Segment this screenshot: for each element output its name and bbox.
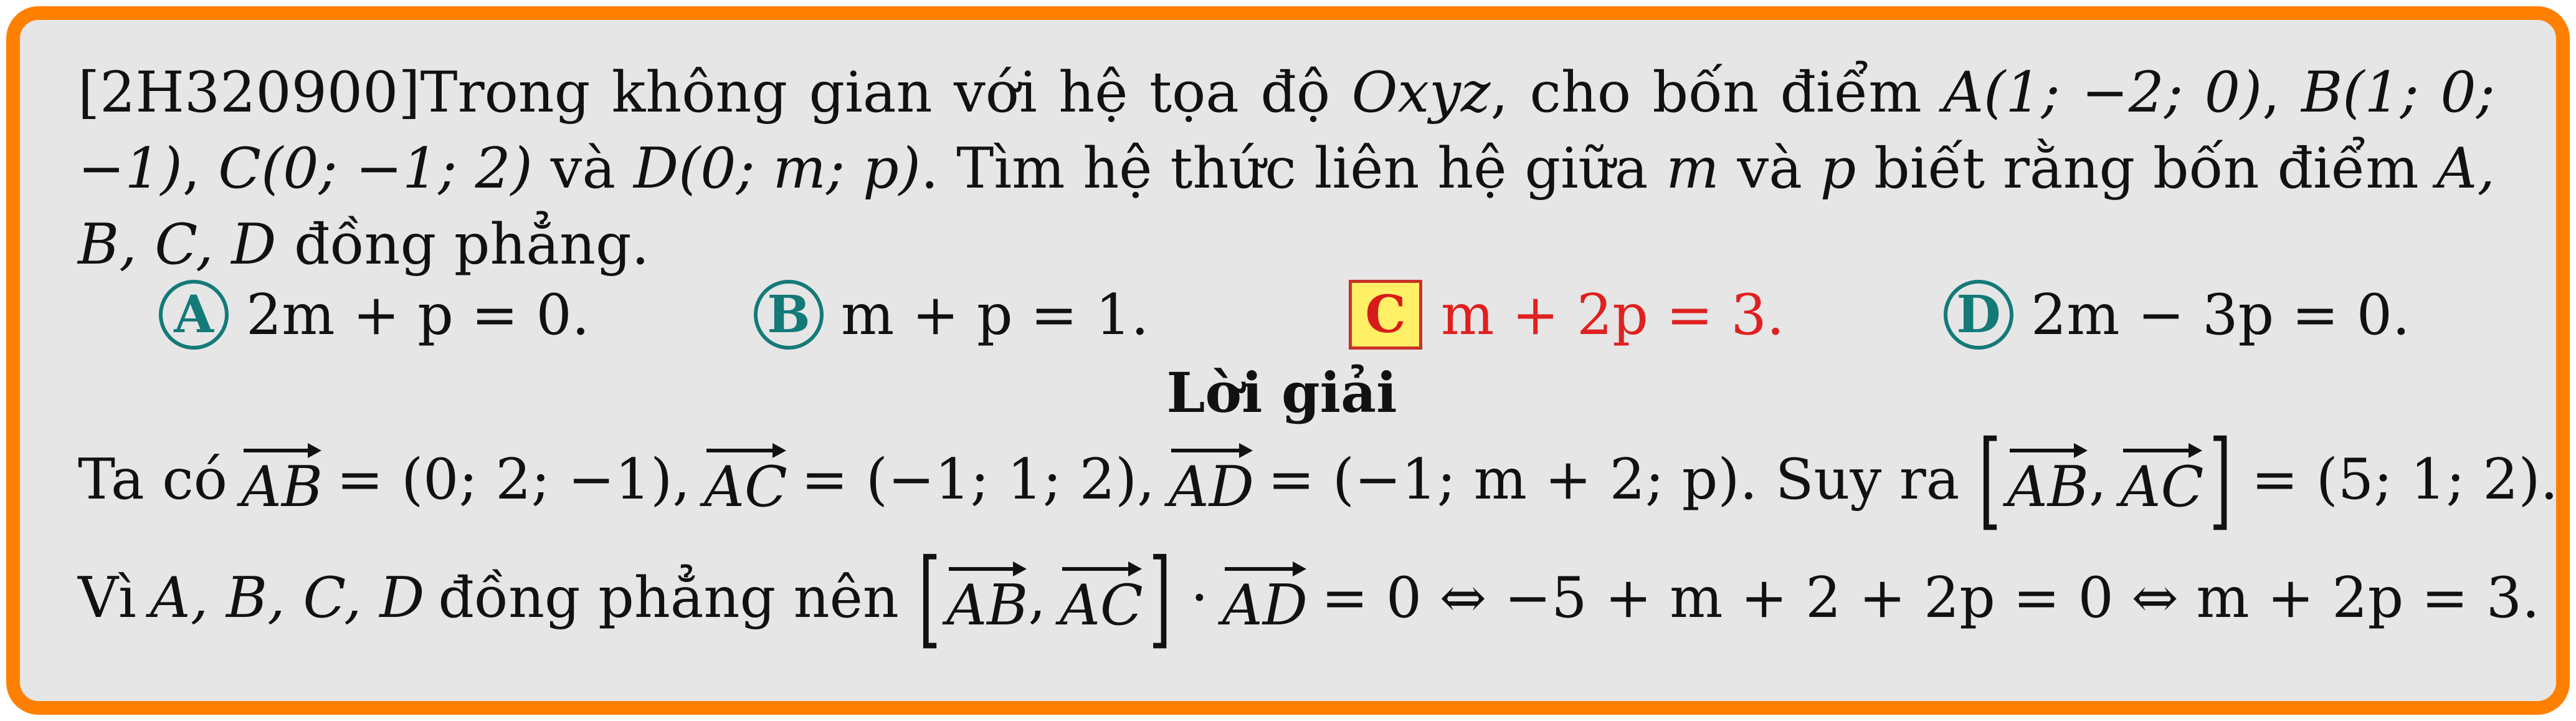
solution-text: = (−1; 1; 2), <box>801 447 1155 512</box>
problem-text: đồng phẳng. <box>276 212 650 277</box>
point-b: B(1; 0; −1) <box>78 60 2496 201</box>
problem-text: . Tìm hệ thức liên hệ giữa <box>920 136 1666 201</box>
vector-ac: AC <box>704 441 787 518</box>
vector-ad: AD <box>1222 560 1308 637</box>
solution-text: = (5; 1; 2). <box>2251 447 2559 512</box>
left-bracket: [ <box>918 537 941 660</box>
point-c: C(0; −1; 2) <box>218 136 533 201</box>
choice-b[interactable] <box>754 274 1149 355</box>
choice-b-text: m + p = 1. <box>841 282 1149 348</box>
solution-text: Ta có <box>78 447 227 512</box>
choice-a-text: 2m + p = 0. <box>246 282 590 348</box>
left-bracket: [ <box>1979 418 2002 542</box>
cross-vector-ac: AC <box>1060 560 1143 637</box>
solution-text: = (−1; m + 2; p). Suy ra <box>1267 447 1960 512</box>
points-list: A, B, C, D <box>150 565 425 631</box>
dot-operator: · <box>1191 565 1209 631</box>
solution-line-2 <box>78 537 2540 660</box>
solution-text: đồng phẳng nên <box>438 565 899 631</box>
choice-d-text: 2m − 3p = 0. <box>2031 282 2410 348</box>
answer-choices <box>0 274 2564 361</box>
choice-d-badge: D <box>1944 280 2013 350</box>
problem-text: biết rằng bốn điểm <box>1856 136 2437 201</box>
separator: , <box>2262 60 2302 125</box>
comma: , <box>1028 565 1046 631</box>
solution-line-1 <box>78 418 2559 542</box>
choice-c[interactable] <box>1349 274 1784 355</box>
vector-ad: AD <box>1169 441 1254 518</box>
choice-a-badge: A <box>159 280 229 350</box>
separator: , <box>182 136 219 201</box>
problem-text: và <box>1719 136 1820 201</box>
problem-text: , cho bốn điểm <box>1490 60 1944 125</box>
problem-text: và <box>532 136 634 201</box>
solution-text: Vì <box>78 565 136 631</box>
choice-d[interactable] <box>1944 274 2410 355</box>
point-a: A(1; −2; 0) <box>1943 60 2263 125</box>
choice-c-text: m + 2p = 3. <box>1441 282 1785 348</box>
solution-text: = (0; 2; −1), <box>336 447 690 512</box>
vector-ab: AB <box>241 441 323 518</box>
problem-code: [2H320900] <box>78 60 421 125</box>
points-list: A, B, C, D <box>78 136 2495 277</box>
right-bracket: ] <box>1148 537 1172 660</box>
cross-vector-ac: AC <box>2121 441 2204 518</box>
solution-text: = 0 ⇔ −5 + m + 2 + 2p = 0 ⇔ m + 2p = 3. <box>1321 565 2540 631</box>
choice-a[interactable] <box>159 274 589 355</box>
problem-text: Trong không gian với hệ tọa độ <box>420 60 1352 125</box>
choice-c-badge: C <box>1349 280 1422 350</box>
var-m: m <box>1666 136 1719 201</box>
problem-statement <box>78 55 2495 283</box>
comma: , <box>2088 447 2107 512</box>
right-bracket: ] <box>2209 418 2232 542</box>
solution-title: Lời giải <box>1166 360 1397 425</box>
cross-vector-ab: AB <box>2007 441 2089 518</box>
cross-vector-ab: AB <box>946 560 1028 637</box>
choice-b-badge: B <box>754 280 824 350</box>
point-d: D(0; m; p) <box>633 136 921 201</box>
coord-system: Oxyz <box>1351 60 1491 125</box>
var-p: p <box>1820 136 1856 201</box>
